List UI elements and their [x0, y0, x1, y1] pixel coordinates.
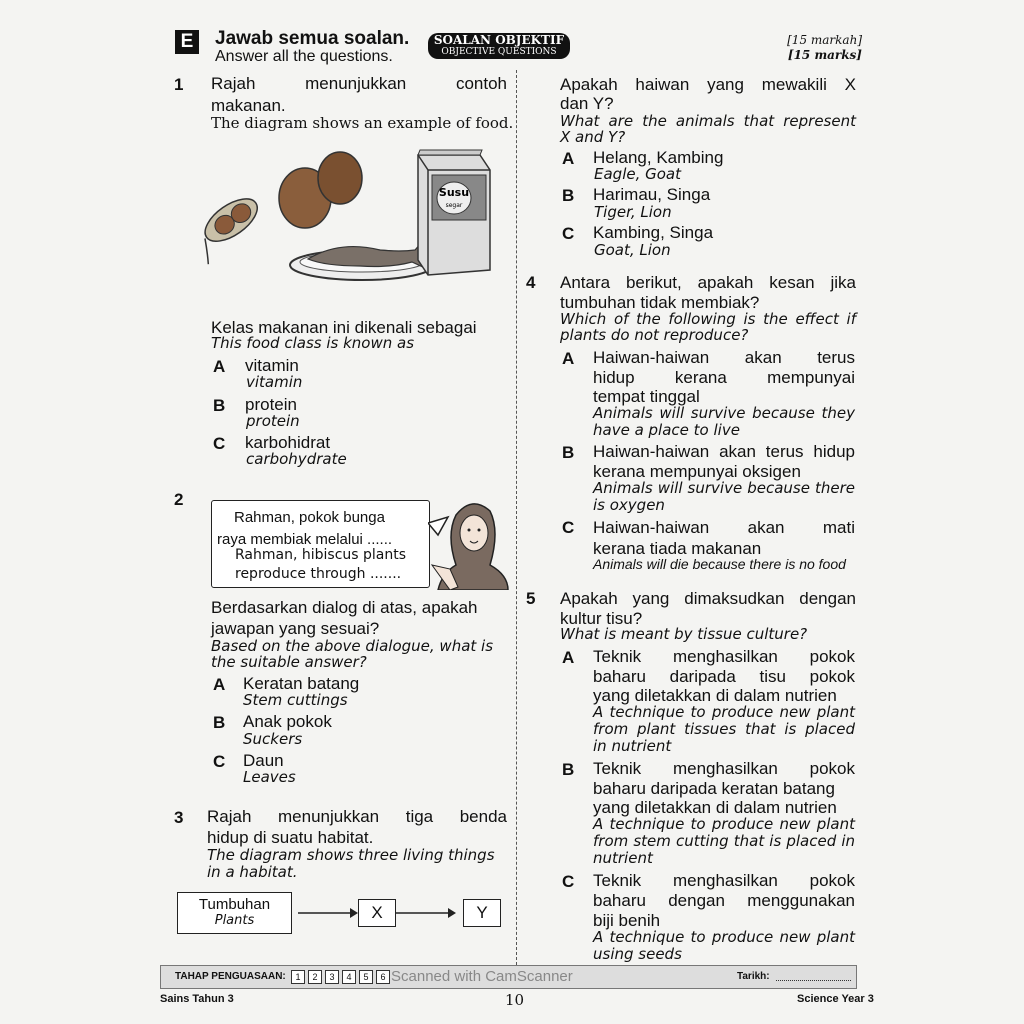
section-title-ms: Jawab semua soalan. [215, 28, 410, 49]
q1-ask-ms: Kelas makanan ini dikenali sebagai [211, 318, 477, 337]
q4-option-a-ms-1: Haiwan-haiwan akan terus [593, 348, 855, 367]
q3-option-a-letter: A [562, 149, 575, 168]
q5-option-a-ms-1: Teknik menghasilkan pokok [593, 647, 855, 666]
q2-option-a-en: Stem cuttings [243, 691, 348, 709]
q3-option-c-en: Goat, Lion [594, 241, 671, 259]
q2-option-b-ms: Anak pokok [243, 712, 332, 731]
q3-option-b-letter: B [562, 186, 575, 205]
q4-option-b-letter: B [562, 443, 575, 462]
carton-sublabel: segar [445, 202, 463, 209]
q3-option-a-en: Eagle, Goat [594, 165, 681, 183]
q4-stem-en-1: Which of the following is the effect if [560, 310, 856, 328]
q1-option-a-ms: vitamin [245, 356, 299, 375]
q5-option-a-en-3: in nutrient [593, 737, 672, 755]
plants-en: Plants [214, 913, 255, 928]
q1-option-b-en: protein [246, 412, 300, 430]
dialog-en-1: Rahman, hibiscus plants [235, 547, 407, 563]
dialog-ms-1: Rahman, pokok bunga [234, 509, 385, 526]
q5-option-a-ms-3: yang diletakkan di dalam nutrien [593, 686, 837, 705]
mastery-level-box[interactable]: 2 [308, 970, 322, 984]
section-letter-badge: E [175, 30, 199, 54]
q1-option-c-ms: karbohidrat [245, 433, 331, 452]
q1-option-c-en: carbohydrate [246, 450, 347, 468]
date-field[interactable] [776, 980, 851, 981]
food-chain-plants-box [177, 892, 292, 934]
q4-option-b-en-1: Animals will survive because there [593, 479, 855, 497]
q5-stem-ms-1: Apakah yang dimaksudkan dengan [560, 589, 856, 608]
camscanner-watermark: Scanned with CamScanner [391, 968, 573, 985]
q3-option-b-en: Tiger, Lion [594, 203, 672, 221]
q5-option-b-en-2: from stem cutting that is placed in [593, 832, 855, 850]
q4-option-c-en-1: Animals will die because there is no food [593, 556, 846, 572]
footer-left: Sains Tahun 3 [160, 993, 234, 1005]
mastery-levels [291, 970, 390, 984]
q1-option-a-en: vitamin [246, 373, 303, 391]
q3-ask-ms-2: dan Y? [560, 94, 614, 113]
q1-stem-en: The diagram shows an example of food. [211, 114, 514, 132]
q2-ask-ms-1: Berdasarkan dialog di atas, apakah [211, 598, 478, 617]
q4-option-a-ms-2: hidup kerana mempunyai [593, 368, 855, 387]
q5-option-b-letter: B [562, 760, 575, 779]
q4-option-b-ms-1: Haiwan-haiwan akan terus hidup [593, 442, 855, 461]
q4-option-a-en-2: have a place to live [593, 421, 740, 439]
q1-option-b-letter: B [213, 396, 226, 415]
mastery-level-box[interactable]: 4 [342, 970, 356, 984]
q5-option-c-en-2: using seeds [593, 945, 682, 963]
q1-ask-en: This food class is known as [211, 334, 415, 352]
banner-ms: SOALAN OBJEKTIF [433, 33, 565, 47]
q5-stem-en: What is meant by tissue culture? [560, 625, 808, 643]
q3-option-b-ms: Harimau, Singa [593, 185, 711, 204]
section-title-en: Answer all the questions. [215, 48, 393, 65]
q4-option-b-en-2: is oxygen [593, 496, 665, 514]
q5-number: 5 [526, 589, 536, 608]
q3-ask-en-1: What are the animals that represent [560, 112, 856, 130]
q4-number: 4 [526, 273, 536, 292]
food-diagram [190, 140, 500, 300]
carton-label: Susu [438, 186, 470, 199]
objective-questions-banner [428, 33, 570, 59]
q2-option-a-letter: A [213, 675, 226, 694]
q1-number: 1 [174, 75, 184, 94]
q5-option-a-en-1: A technique to produce new plant [593, 703, 855, 721]
q5-option-b-ms-3: yang diletakkan di dalam nutrien [593, 798, 837, 817]
dialog-ms-2: raya membiak melalui ...... [217, 531, 393, 548]
dialog-en-2: reproduce through ....... [235, 566, 402, 582]
q3-stem-ms-2: hidup di suatu habitat. [207, 828, 374, 847]
q4-stem-en-2: plants do not reproduce? [560, 326, 749, 344]
q4-option-a-ms-3: tempat tinggal [593, 387, 700, 406]
footer-right: Science Year 3 [797, 993, 874, 1005]
page-number: 10 [505, 991, 525, 1009]
q5-option-a-letter: A [562, 648, 575, 667]
q2-option-b-en: Suckers [243, 730, 303, 748]
mastery-level-box[interactable]: 3 [325, 970, 339, 984]
mastery-label: TAHAP PENGUASAAN: [175, 971, 286, 982]
mastery-level-box[interactable]: 1 [291, 970, 305, 984]
milk-carton-image [418, 150, 490, 275]
food-chain-x-box: X [358, 899, 396, 927]
q2-option-c-en: Leaves [243, 768, 296, 786]
q3-ask-ms: Apakah haiwan yang mewakili X [560, 75, 856, 94]
q2-number: 2 [174, 490, 184, 509]
q3-stem-en-2: in a habitat. [207, 863, 298, 881]
peanut-image [190, 191, 269, 265]
q1-stem-ms-2: makanan. [211, 96, 286, 115]
mastery-level-bar [160, 965, 857, 989]
q5-option-b-en-3: nutrient [593, 849, 653, 867]
q5-option-c-ms-3: biji benih [593, 911, 661, 930]
plants-ms: Tumbuhan [198, 896, 271, 913]
q5-option-c-letter: C [562, 872, 575, 891]
q2-option-b-letter: B [213, 713, 226, 732]
q5-option-a-en-2: from plant tissues that is placed [593, 720, 855, 738]
q3-option-c-ms: Kambing, Singa [593, 223, 714, 242]
q2-option-c-ms: Daun [243, 751, 284, 770]
q1-option-b-ms: protein [245, 395, 297, 414]
marks-en: [15 marks] [787, 48, 862, 62]
q2-option-a-ms: Keratan batang [243, 674, 360, 693]
q3-option-c-letter: C [562, 224, 575, 243]
column-divider [516, 70, 517, 965]
marks-ms: [15 markah] [787, 33, 862, 47]
q1-option-a-letter: A [213, 357, 226, 376]
q5-option-b-en-1: A technique to produce new plant [593, 815, 855, 833]
q2-option-c-letter: C [213, 752, 226, 771]
banner-en: OBJECTIVE QUESTIONS [441, 47, 557, 57]
date-label: Tarikh: [737, 971, 770, 982]
q5-stem-ms-2: kultur tisu? [560, 609, 643, 628]
q3-stem-en-1: The diagram shows three living things [207, 846, 495, 864]
q4-option-b-ms-2: kerana mempunyai oksigen [593, 462, 801, 481]
mastery-level-box[interactable]: 6 [376, 970, 390, 984]
fish-plate-image [290, 242, 434, 280]
q3-stem-ms-1: Rajah menunjukkan tiga benda [207, 807, 507, 826]
q5-option-a-ms-2: baharu daripada tisu pokok [593, 667, 855, 686]
q3-number: 3 [174, 808, 184, 827]
food-chain-y-box: Y [463, 899, 501, 927]
q2-ask-en-1: Based on the above dialogue, what is [211, 637, 494, 655]
q3-ask-en-2: X and Y? [560, 128, 626, 146]
q4-option-c-ms-1: Haiwan-haiwan akan mati [593, 518, 855, 537]
q4-option-a-en-1: Animals will survive because they [593, 404, 855, 422]
q2-ask-en-2: the suitable answer? [211, 653, 367, 671]
q4-stem-ms-2: tumbuhan tidak membiak? [560, 293, 760, 312]
q5-option-c-en-1: A technique to produce new plant [593, 928, 855, 946]
q4-option-c-letter: C [562, 518, 575, 537]
q5-option-b-ms-1: Teknik menghasilkan pokok [593, 759, 855, 778]
q4-stem-ms-1: Antara berikut, apakah kesan jika [560, 273, 856, 292]
q1-stem-ms-1: Rajah menunjukkan contoh [211, 74, 507, 93]
speech-bubble [211, 500, 430, 588]
q5-option-c-ms-1: Teknik menghasilkan pokok [593, 871, 855, 890]
q5-option-c-ms-2: baharu dengan menggunakan [593, 891, 855, 910]
q5-option-b-ms-2: baharu daripada keratan batang [593, 779, 835, 798]
mastery-level-box[interactable]: 5 [359, 970, 373, 984]
q1-option-c-letter: C [213, 434, 226, 453]
q3-option-a-ms: Helang, Kambing [593, 148, 724, 167]
eggs-image [279, 152, 362, 228]
q2-ask-ms-2: jawapan yang sesuai? [211, 619, 380, 638]
q4-option-a-letter: A [562, 349, 575, 368]
girl-hijab-illustration [428, 495, 510, 590]
total-marks [787, 33, 862, 63]
q4-option-c-ms-2: kerana tiada makanan [593, 539, 762, 558]
